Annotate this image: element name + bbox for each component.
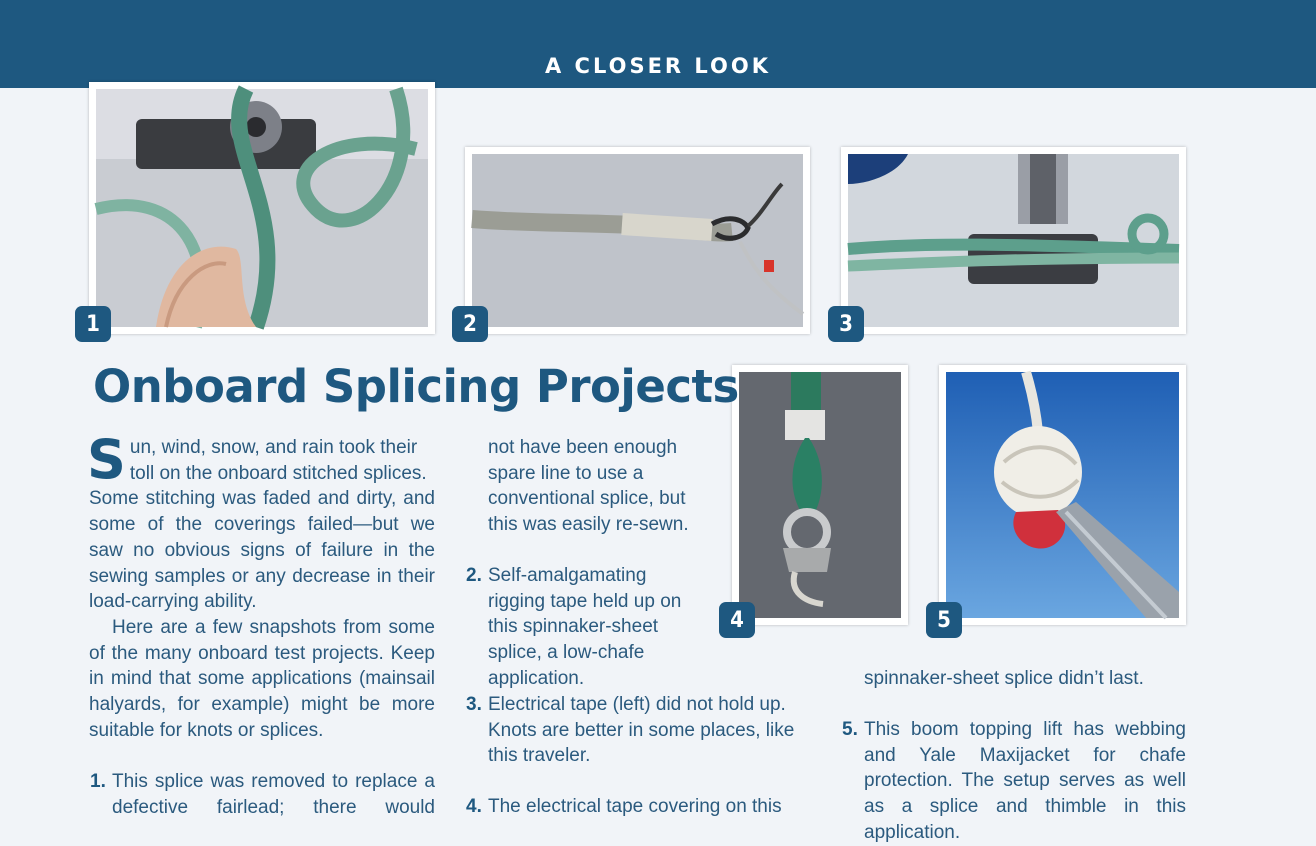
photo-1-number-badge: 1 <box>75 306 111 342</box>
item-1-number: 1. <box>90 771 106 792</box>
paragraph-2: Here are a few snapshots from some of the many onboard test projects. Keep in mind that some applications (mainsail halyards, for example) might be more suitable for knots or splices. <box>89 617 435 741</box>
photo-5-number-badge: 5 <box>926 602 962 638</box>
photo-3-number-badge: 3 <box>828 306 864 342</box>
photo-3-image <box>848 154 1179 327</box>
item-5-number: 5. <box>842 719 858 740</box>
item-4-number: 4. <box>466 796 482 817</box>
photo-2-number-badge: 2 <box>452 306 488 342</box>
intro-paragraph <box>87 428 435 615</box>
drop-cap: S <box>87 428 126 491</box>
intro-line-1: un, wind, snow, and rain took their <box>129 437 418 458</box>
photo-2-image <box>472 154 803 327</box>
item-3-text: Electrical tape (left) did not hold up. Knots are better in some places, like this traveler. <box>488 694 795 767</box>
item-2-number: 2. <box>466 565 482 586</box>
item-4-text-part-1: The electrical tape covering on this <box>488 796 782 817</box>
photo-4-number-badge: 4 <box>719 602 755 638</box>
photo-4-image <box>739 372 901 618</box>
section-label: A CLOSER LOOK <box>544 54 772 78</box>
item-1-text-part-2: not have been enough spare line to use a conventional splice, but this was easily re-sewn. <box>488 437 689 536</box>
photo-4 <box>732 365 908 625</box>
photo-1-image <box>96 89 428 327</box>
item-4-text-part-2: spinnaker-sheet splice didn’t last. <box>864 668 1144 689</box>
photo-2 <box>465 147 810 334</box>
photo-5 <box>939 365 1186 625</box>
item-2-text: Self-amalgamating rigging tape held up on this spinnaker-sheet splice, a low-chafe application. <box>488 565 682 689</box>
item-5-text: This boom topping lift has webbing and Yale Maxijacket for chafe protection. The setup serves as well as a splice and thimble in this application. <box>864 719 1186 843</box>
photo-5-image <box>946 372 1179 618</box>
intro-rest: Some stitching was faded and dirty, and some of the coverings failed—but we saw no obvious signs of failure in the sewing samples or any decrease in their load-carrying ability. <box>89 488 435 613</box>
item-3-number: 3. <box>466 694 482 715</box>
intro-line-2: toll on the onboard stitched splices. <box>129 462 427 484</box>
item-1-text-part-1: This splice was removed to replace a defective fairlead; there would <box>112 771 435 818</box>
photo-3 <box>841 147 1186 334</box>
photo-1 <box>89 82 435 334</box>
article-title: Onboard Splicing Projects <box>93 360 739 413</box>
